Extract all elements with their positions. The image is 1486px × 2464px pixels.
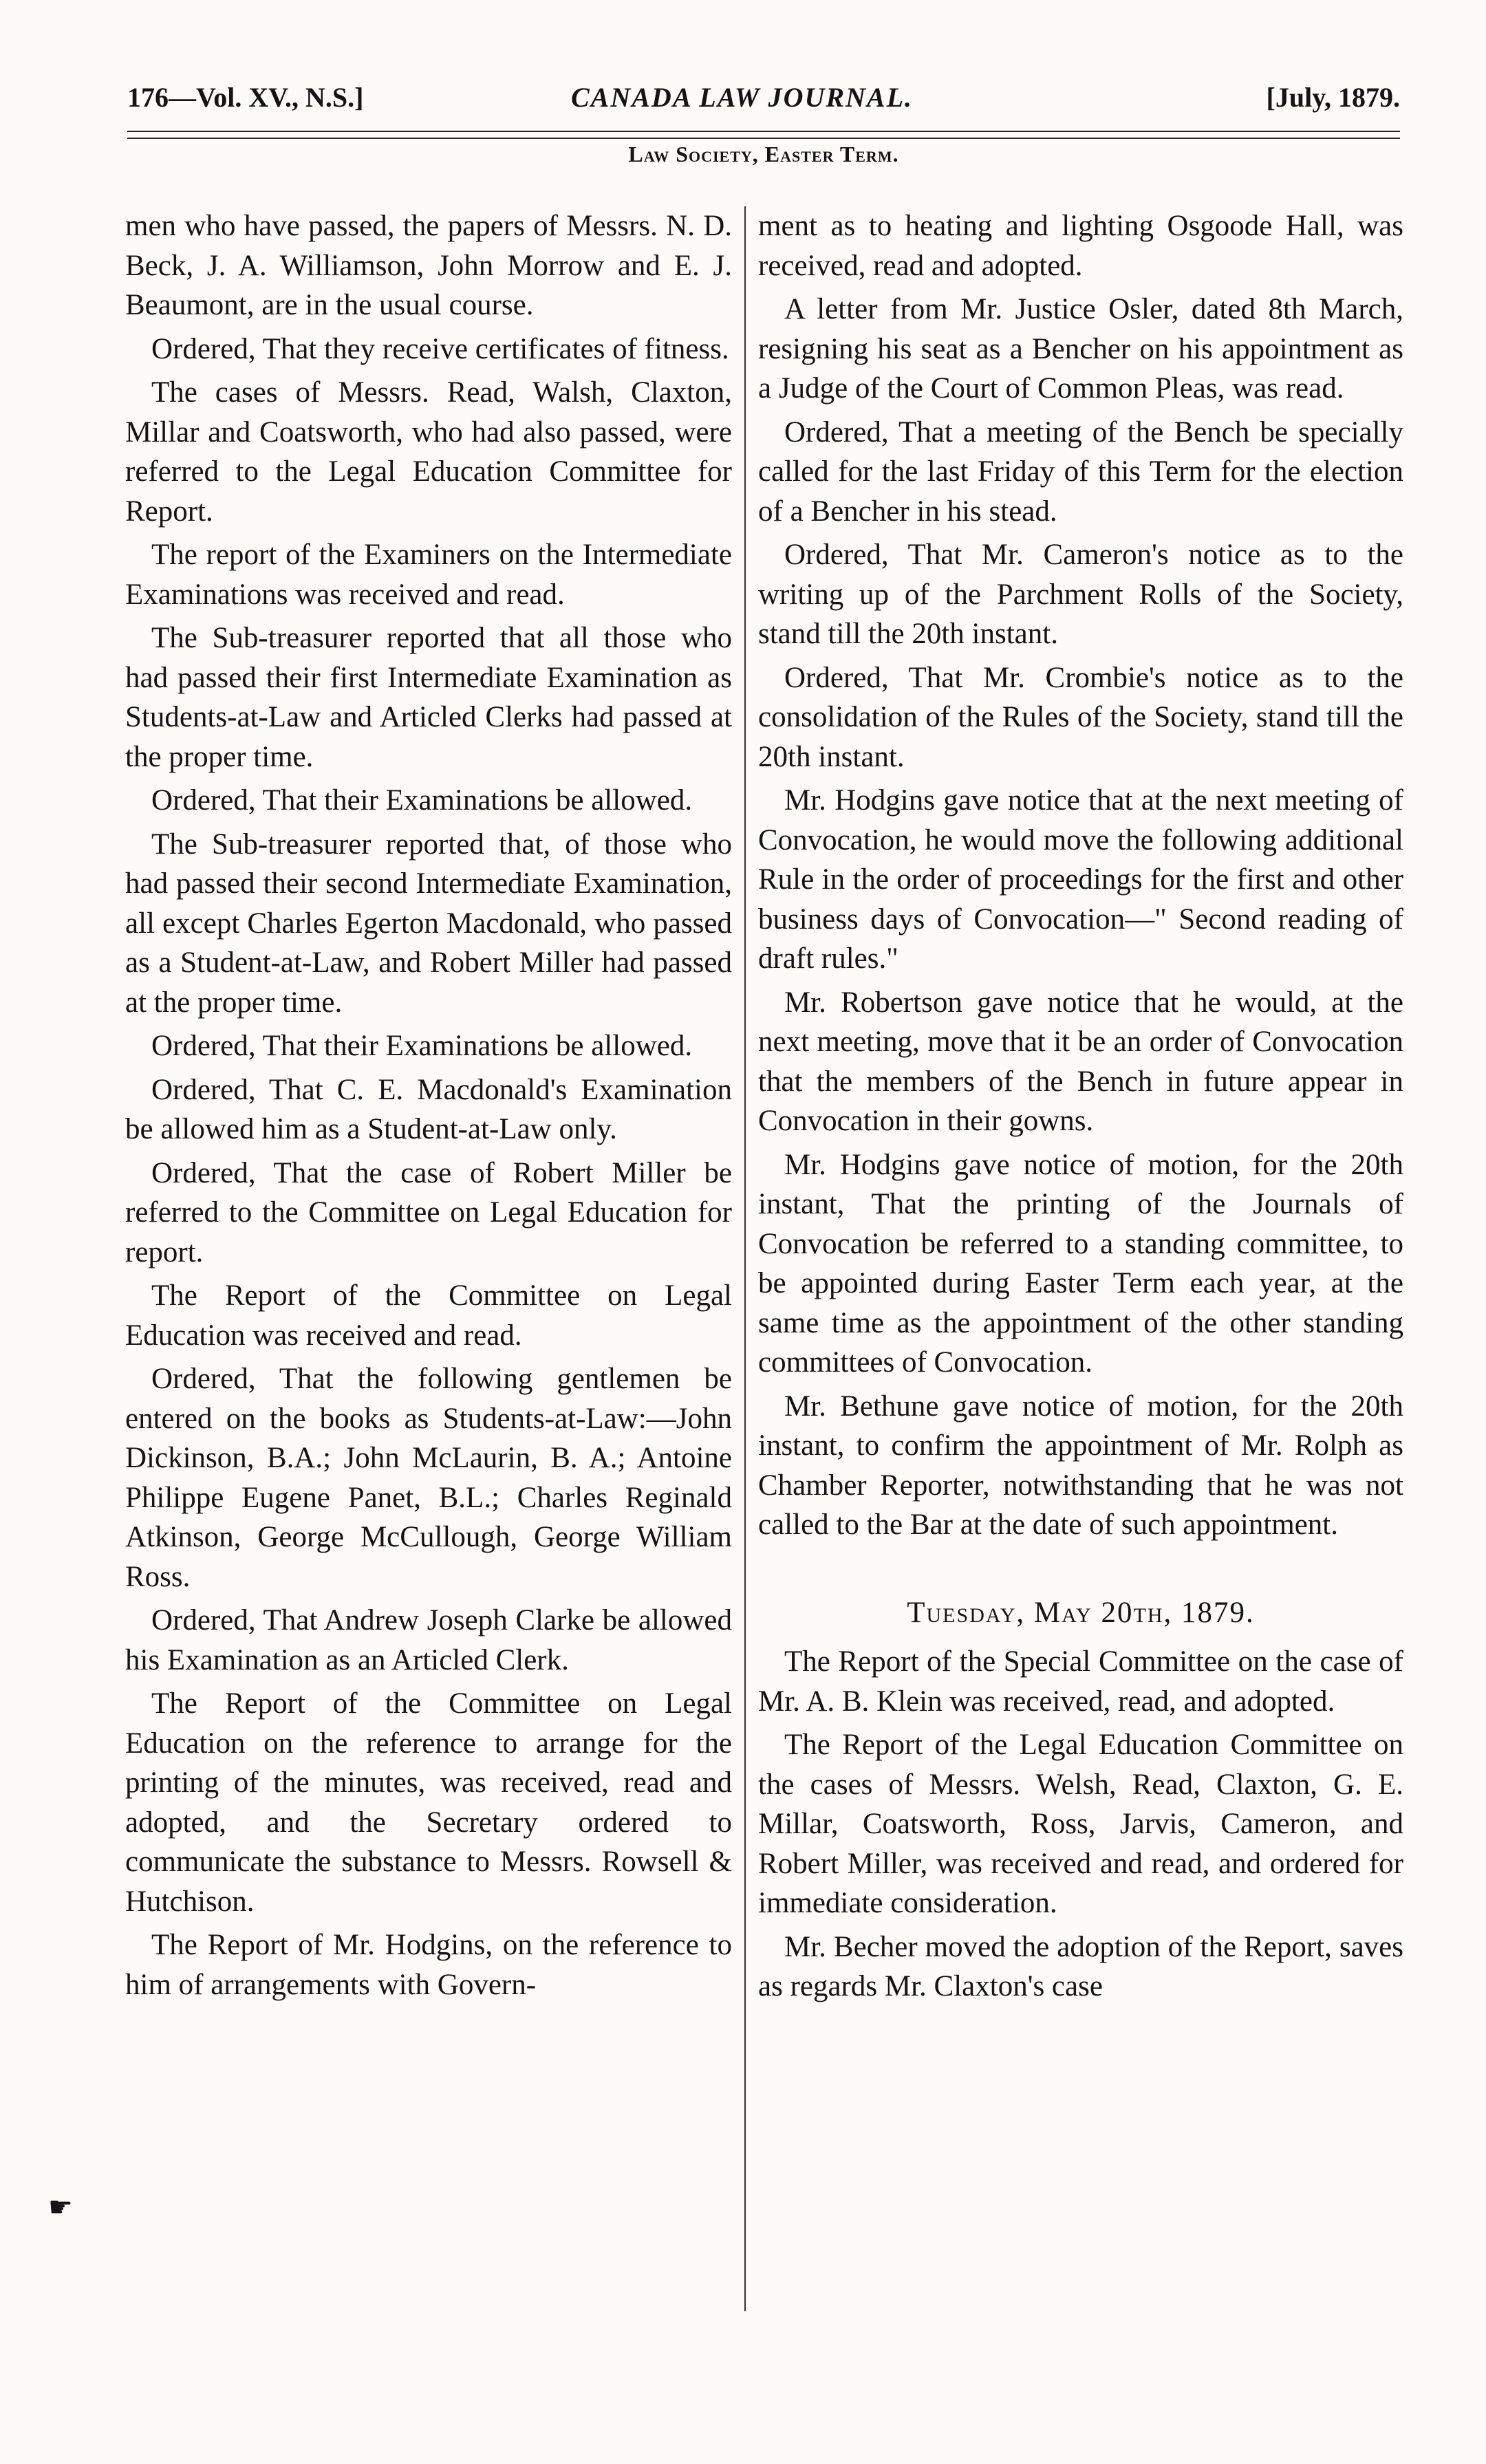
- paragraph: The Sub-treasurer reported that, of those who had passed their second Intermediate Examination, all except Charles Egerton Macdonald, who passed as a Student-at-Law, and Robert Miller had passed at the proper time.: [125, 828, 732, 1019]
- paragraph: The Report of the Committee on Legal Education was received and read.: [125, 1279, 732, 1352]
- paragraph: Ordered, That Mr. Cameron's notice as to the writing up of the Parchment Rolls of the Society, stand till the 20th instant.: [758, 539, 1403, 650]
- paragraph: The cases of Messrs. Read, Walsh, Claxton, Millar and Coatsworth, who had also passed, were referred to the Legal Education Committee for Report.: [125, 376, 732, 528]
- paragraph: men who have passed, the papers of Messrs. N. D. Beck, J. A. Williamson, John Morrow and E. J. Beaumont, are in the usual course.: [125, 210, 732, 321]
- left-column: [125, 206, 732, 2311]
- paragraph: The Report of the Committee on Legal Education on the reference to arrange for the printing of the minutes, was received, read and adopted, and the Secretary ordered to communicate the substance to Messrs. Rowsell & Hutchison.: [125, 1687, 732, 1918]
- paragraph: The report of the Examiners on the Intermediate Examinations was received and read.: [125, 539, 732, 611]
- journal-title: CANADA LAW JOURNAL.: [571, 82, 914, 113]
- right-column: [758, 206, 1403, 2311]
- paragraph: Mr. Hodgins gave notice of motion, for the 20th instant, That the printing of the Journals of Convocation be referred to a standing committee, to be appointed during Easter Term each year, at the same time as the appointment of the other standing committees of Convocation.: [758, 1148, 1403, 1379]
- header-rule-top: [127, 131, 1400, 132]
- paragraph: ment as to heating and lighting Osgoode Hall, was received, read and adopted.: [758, 210, 1403, 282]
- paragraph: A letter from Mr. Justice Osler, dated 8th March, resigning his seat as a Bencher on his appointment as a Judge of the Court of Common Pleas, was read.: [758, 293, 1403, 404]
- header-rule-bottom: [127, 138, 1400, 139]
- paragraph: The Sub-treasurer reported that all those who had passed their first Intermediate Examination as Students-at-Law and Articled Clerks had passed at the proper time.: [125, 622, 732, 773]
- page-volume-label: 176—Vol. XV., N.S.]: [127, 82, 364, 113]
- paragraph: Ordered, That their Examinations be allowed.: [151, 784, 693, 817]
- section-title: Law Society, Easter Term.: [628, 142, 899, 166]
- paragraph: Mr. Bethune gave notice of motion, for the 20th instant, to confirm the appointment of Mr. Rolph as Chamber Reporter, notwithstanding that he was not called to the Bar at the date of such appointment.: [758, 1390, 1403, 1541]
- paragraph: Mr. Robertson gave notice that he would, at the next meeting, move that it be an order of Convocation that the members of the Bench in future appear in Convocation in their gowns.: [758, 986, 1403, 1137]
- paragraph: Ordered, That C. E. Macdonald's Examination be allowed him as a Student-at-Law only.: [125, 1073, 732, 1145]
- paragraph: Ordered, That the case of Robert Miller be referred to the Committee on Legal Education for report.: [125, 1156, 732, 1268]
- paragraph: Ordered, That Mr. Crombie's notice as to the consolidation of the Rules of the Society, stand till the 20th instant.: [758, 661, 1403, 773]
- paragraph: Mr. Becher moved the adoption of the Report, saves as regards Mr. Claxton's case: [758, 1930, 1403, 2002]
- paragraph: Ordered, That Andrew Joseph Clarke be allowed his Examination as an Articled Clerk.: [125, 1604, 732, 1676]
- date-heading: Tuesday, May 20th, 1879.: [907, 1596, 1255, 1629]
- paragraph: Ordered, That a meeting of the Bench be specially called for the last Friday of this Term for the election of a Bencher in his stead.: [758, 415, 1403, 528]
- column-divider: [744, 206, 746, 2311]
- paragraph: The Report of the Legal Education Committee on the cases of Messrs. Welsh, Read, Claxton, G. E. Millar, Coatsworth, Ross, Jarvis, Cameron, and Robert Miller, was received and read, and ordered for immediate consideration.: [758, 1729, 1403, 1919]
- paragraph: Ordered, That they receive certificates of fitness.: [151, 332, 729, 365]
- running-head: [127, 81, 1400, 122]
- pointing-hand-icon: ☛: [48, 2192, 73, 2223]
- paragraph: Ordered, That their Examinations be allowed.: [151, 1030, 693, 1062]
- issue-date: [July, 1879.: [1266, 82, 1400, 113]
- paragraph: The Report of Mr. Hodgins, on the reference to him of arrangements with Govern-: [125, 1929, 732, 2001]
- paragraph: Mr. Hodgins gave notice that at the next meeting of Convocation, he would move the following additional Rule in the order of proceedings for the first and other business days of Convocation—" Second reading of draft rules.": [758, 784, 1403, 975]
- paragraph: The Report of the Special Committee on the case of Mr. A. B. Klein was received, read, and adopted.: [758, 1645, 1403, 1718]
- paragraph: Ordered, That the following gentlemen be entered on the books as Students-at-Law:—John Dickinson, B.A.; John McLaurin, B. A.; Antoine Philippe Eugene Panet, B.L.; Charles Reginald Atkinson, George McCullough, George William Ross.: [125, 1363, 732, 1593]
